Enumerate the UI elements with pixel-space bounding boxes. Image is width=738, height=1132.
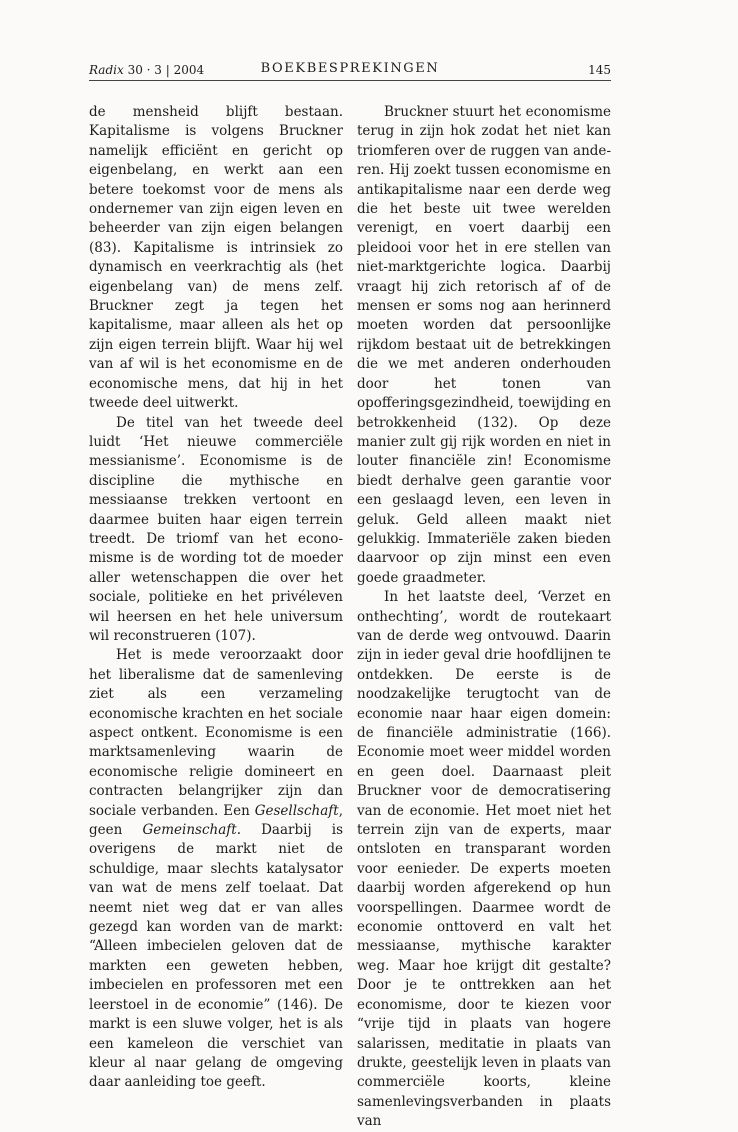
right-column bbox=[357, 103, 611, 1132]
paragraph: Bruckner stuurt het economisme terug in zijn hok zodat het niet kan triomferen over de ruggen van anderen. Hij zoekt tussen economisme en antikapitalisme naar een derde weg die het beste uit twee werelden verenigt, en voert daarbij een pleidooi voor het in ere stellen van niet-marktgerichte logica. Daarbij vraagt hij zich retorisch af of de mensen er soms nog aan herinnerd moeten worden dat persoonlijke rijkdom bestaat uit de betrekkingen die we met anderen onderhouden door het tonen van opofferingsgezindheid, toewijding en betrokkenheid (132). Op deze manier zult gij rijk worden en niet in louter financiële zin! Economisme biedt derhalve geen garantie voor een geslaagd leven, een leven in geluk. Geld alleen maakt niet gelukkig. Immateriële zaken bieden daarvoor op zijn minst een even goede graadmeter. bbox=[357, 104, 612, 586]
issue-number: 30 · 3 | 2004 bbox=[127, 63, 205, 77]
left-column bbox=[89, 103, 343, 1093]
paragraph bbox=[89, 646, 343, 1092]
paragraph: In het laatste deel, ‘Verzet en onthechting’, wordt de routekaart van de derde weg ontvouwd. Daarin zijn in ieder geval drie hoofdlijnen te ontdekken. De eerste is de noodzakelijke terugtocht van de economie naar haar eigen domein: de financiële administratie (166). Economie moet weer middel worden en geen doel. Daarnaast pleit Bruckner voor de democratisering van de economie. Het moet niet het terrein zijn van de experts, maar ontsloten en transparant worden voor eenieder. De experts moeten daarbij worden afgerekend op hun voorspellingen. Daarmee wordt de economie onttoverd en valt het messiaanse, mythische karakter weg. Maar hoe krijgt dit gestalte? Door je te onttrekken aan het economisme, door te kiezen voor “vrije tijd in plaats van hogere salarissen, meditatie in plaats van drukte, geestelijk leven in plaats van commerciële koorts, kleine samenlevingsverbanden in plaats van bbox=[357, 589, 611, 1130]
text-run: , geen bbox=[89, 802, 343, 839]
term-gesellschaft: Gesellschaft bbox=[254, 802, 339, 819]
text-run: . Daarbij is overigens de markt niet de schuldige, maar slechts katalysator van wat de mens zelf toelaat. Dat neemt niet weg dat er van alles gezegd kan worden van de markt: “Alleen imbecielen geloven dat de markten een geweten hebben, imbecielen en professoren met een leerstoel in de economie” (146). De markt is een sluwe volger, het is als een kameleon die verschiet van kleur al naar gelang de omgeving daar aanleiding toe geeft. bbox=[89, 822, 344, 1091]
paragraph: de mensheid blijft bestaan. Kapitalisme is volgens Bruckner namelijk efficiënt en gericht op eigenbelang, en werkt aan een betere toekomst voor de mens als ondernemer van zijn eigen leven en beheerder van zijn eigen belangen (83). Kapitalisme is intrinsiek zo dynamisch en veerkrachtig als (het eigenbelang van) de mens zelf. Bruckner zegt ja tegen het kapitalisme, maar alleen als het op zijn eigen terrein blijft. Waar hij wel van af wil is het economisme en de economische mens, dat hij in het tweede deel uitwerkt. bbox=[89, 104, 343, 412]
text-run: Het is mede veroorzaakt door het liberalisme dat de samenleving ziet als een verzameling economische krachten en het sociale aspect ontkent. Economisme is een marktsamenleving waarin de economische religie domineert en contracten belangrijker zijn dan sociale verbanden. Een bbox=[89, 647, 343, 819]
journal-title: Radix bbox=[89, 63, 124, 77]
page-number: 145 bbox=[588, 63, 611, 77]
section-title: BOEKBESPREKINGEN bbox=[260, 61, 440, 76]
term-gemeinschaft: Gemeinschaft bbox=[142, 822, 237, 839]
header-rule bbox=[89, 80, 611, 81]
running-head bbox=[89, 61, 611, 79]
paragraph: De titel van het tweede deel luidt ‘Het nieuwe commerciële messianisme’. Economisme is de discipline die mythische en messiaanse trekken vertoont en daarmee buiten haar eigen terrein treedt. De triomf van het economisme is de wording tot de moeder aller wetenschappen die over het sociale, politieke en het privéleven wil heersen en het hele universum wil reconstrueren (107). bbox=[89, 414, 343, 644]
